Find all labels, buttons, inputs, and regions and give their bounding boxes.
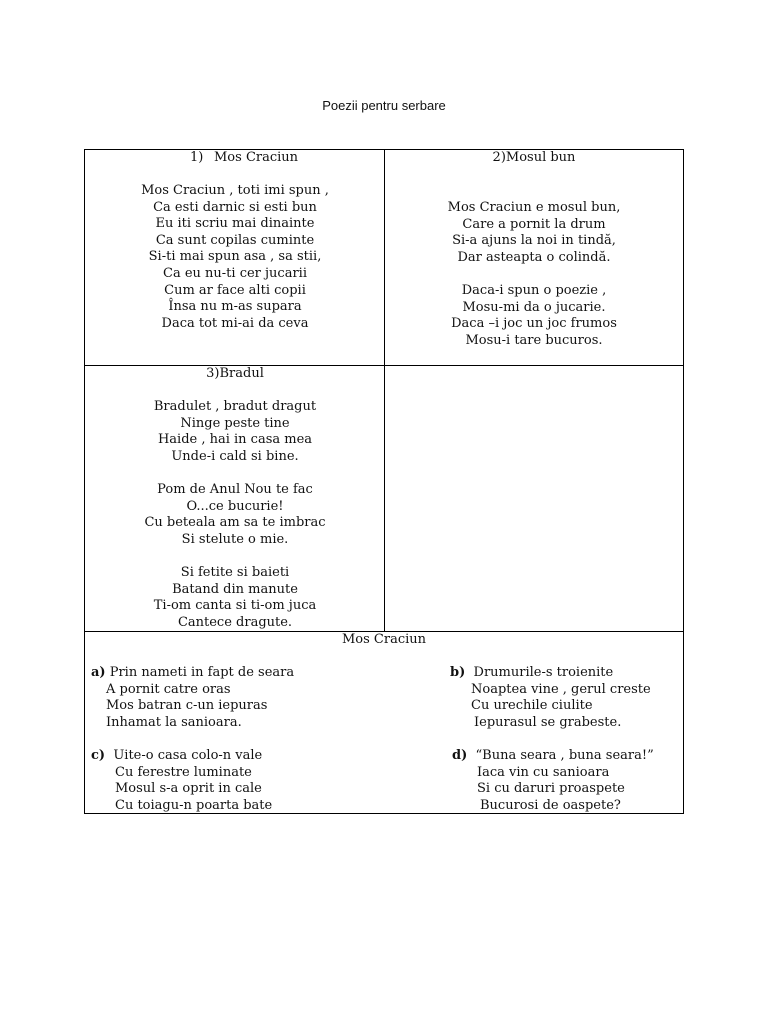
poem-line: Si stelute o mie. xyxy=(181,531,289,547)
poem-line: Ca sunt copilas cuminte xyxy=(155,232,315,248)
poem-line: Însa nu m-as supara xyxy=(168,299,302,315)
poem-line: Mos Craciun , toti imi spun , xyxy=(141,183,329,198)
poem-line: Bucurosi de oaspete? xyxy=(480,797,621,813)
poem-1-title: Mos Craciun xyxy=(214,150,299,165)
poem-line: A pornit catre oras xyxy=(106,681,231,697)
poem-line: Cu toiagu-n poarta bate xyxy=(115,797,273,813)
poem-line: Cu ferestre luminate xyxy=(115,764,252,780)
empty-cell xyxy=(385,366,683,632)
poem-line: Iaca vin cu sanioara xyxy=(477,764,610,780)
poem-line: Mosu-mi da o jucarie. xyxy=(462,299,606,315)
poem-line: Pom de Anul Nou te fac xyxy=(157,481,313,497)
poem-line: Cu urechile ciulite xyxy=(471,698,593,714)
poem-line: Cu beteala am sa te imbrac xyxy=(144,515,326,531)
stanza-a-label: a) xyxy=(91,665,106,680)
poem-cell-1 xyxy=(85,150,385,366)
poem-cell-2 xyxy=(385,150,683,366)
poem-line: Daca –i joc un joc frumos xyxy=(451,316,617,332)
poem-line: Si-ti mai spun asa , sa stii, xyxy=(148,249,322,265)
poem-cell-3 xyxy=(85,366,385,632)
poem-line: Ninge peste tine xyxy=(180,415,290,431)
poem-line: Cantece dragute. xyxy=(177,614,293,630)
poem-cell-4 xyxy=(85,632,683,813)
stanza-c xyxy=(91,748,272,814)
poem-line: Bradulet , bradut dragut xyxy=(153,399,317,414)
poem-line: Uite-o casa colo-n vale xyxy=(113,748,263,763)
poem-line: Ti-om canta si ti-om juca xyxy=(153,598,317,614)
poem-line: Batand din manute xyxy=(172,581,298,597)
poem-line: “Buna seara , buna seara!” xyxy=(475,748,654,763)
poem-line: O...ce bucurie! xyxy=(186,498,284,514)
poem-line: Ca esti darnic si esti bun xyxy=(153,199,317,215)
stanza-a xyxy=(91,665,294,731)
poem-line: Si fetite si baieti xyxy=(180,564,290,580)
poem-line: Cum ar face alti copii xyxy=(164,282,306,298)
poem-2-title: 2)Mosul bun xyxy=(492,150,576,165)
poem-line: Care a pornit la drum xyxy=(462,216,606,232)
poem-line: Drumurile-s troienite xyxy=(473,665,614,680)
poem-line: Noaptea vine , gerul creste xyxy=(471,681,651,697)
poem-line: Daca tot mi-ai da ceva xyxy=(161,315,309,331)
poem-line: Iepurasul se grabeste. xyxy=(474,714,622,730)
poem-line: Mosul s-a oprit in cale xyxy=(115,781,262,797)
poem-line: Unde-i cald si bine. xyxy=(171,448,299,464)
stanza-gap xyxy=(85,465,385,482)
poem-line: Mosu-i tare bucuros. xyxy=(465,332,603,348)
poem-3-title: 3)Bradul xyxy=(206,366,264,381)
poem-line: Eu iti scriu mai dinainte xyxy=(155,216,315,232)
stanza-gap xyxy=(385,266,683,283)
poem-1-number: 1) xyxy=(190,150,204,165)
poem-line: Ca eu nu-ti cer jucarii xyxy=(163,265,307,281)
poem-line: Mos Craciun e mosul bun, xyxy=(447,200,621,215)
poem-line: Haide , hai in casa mea xyxy=(157,432,313,448)
poem-line: Inhamat la sanioara. xyxy=(106,714,242,730)
poems-table xyxy=(84,149,684,814)
poem-line: Si-a ajuns la noi in tindă, xyxy=(452,233,616,249)
poem-line: Dar asteapta o colindă. xyxy=(457,249,611,265)
stanza-b-label: b) xyxy=(450,665,466,680)
poem-line: Prin nameti in fapt de seara xyxy=(109,665,295,680)
stanza-b xyxy=(450,665,651,731)
poem-line: Daca-i spun o poezie , xyxy=(461,282,607,298)
poem-3-lines xyxy=(85,399,385,631)
stanza-d xyxy=(452,748,654,814)
poem-line: Mos batran c-un iepuras xyxy=(106,698,268,714)
poem-2-lines xyxy=(385,200,683,349)
document-title: Poezii pentru serbare xyxy=(322,98,446,113)
stanza-d-label: d) xyxy=(452,748,468,763)
stanza-c-label: c) xyxy=(91,748,106,763)
stanza-gap xyxy=(85,548,385,565)
poem-4-title: Mos Craciun xyxy=(341,632,427,647)
poem-line: Si cu daruri proaspete xyxy=(477,781,625,797)
poem-1-lines xyxy=(85,183,385,332)
